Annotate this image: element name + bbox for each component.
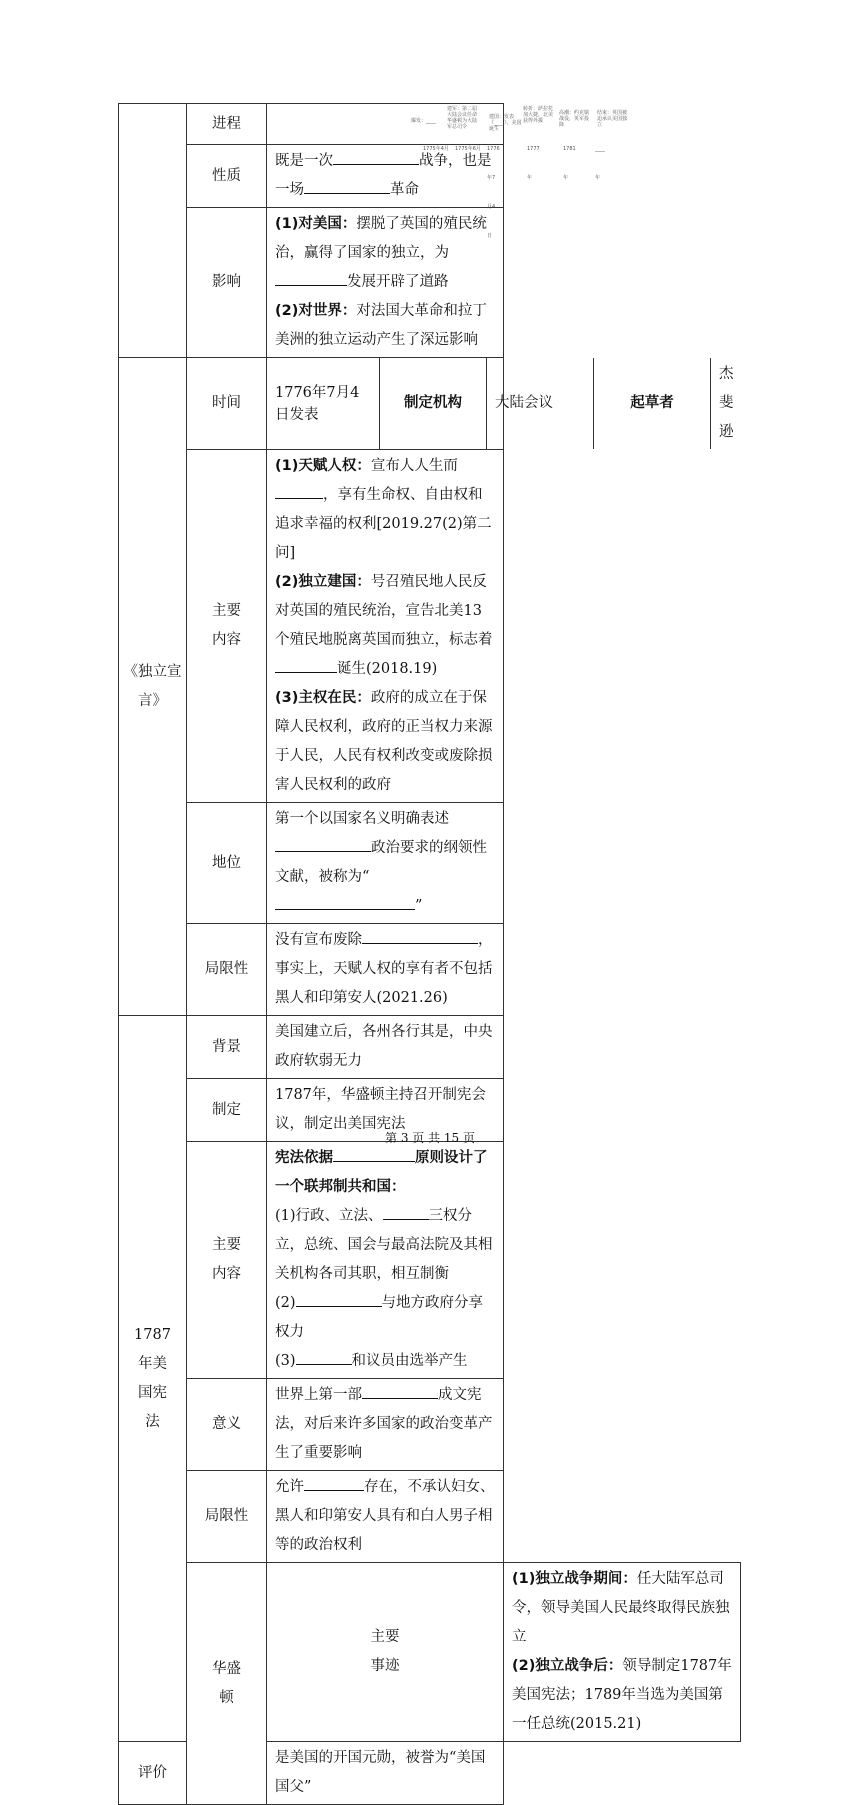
text: 第一个以国家名义明确表述 xyxy=(275,811,449,827)
text: 没有宣布废除 xyxy=(275,932,362,948)
timeline-date: 1781年 xyxy=(563,146,576,181)
group-label: 《独立宣言》 xyxy=(119,358,187,1016)
text: (3) xyxy=(275,1353,296,1369)
washington-eval: 是美国的开国元勋，被誉为“美国国父” xyxy=(267,1742,504,1805)
blank-line xyxy=(296,1292,382,1307)
row-declaration-limit xyxy=(119,924,741,1016)
impact-text xyxy=(267,208,504,358)
row-progress xyxy=(119,104,741,145)
row-label: 影响 xyxy=(187,208,267,358)
text: ，享有生命权、自由权和追求幸福的权利[2019.27(2)第二问] xyxy=(275,487,492,561)
row-washington-deeds xyxy=(119,1563,741,1742)
timeline-event: 高潮：约克镇战役，英军投降 xyxy=(559,110,590,128)
text: ” xyxy=(415,898,423,914)
blank-line xyxy=(362,1384,438,1399)
blank-line xyxy=(296,1350,352,1365)
text: 诞生(2018.19) xyxy=(337,661,438,677)
timeline-date: 1775年6月 xyxy=(455,146,481,152)
blank-line xyxy=(304,179,390,194)
blank-line xyxy=(383,1205,429,1220)
text: 允许 xyxy=(275,1479,304,1495)
timeline-date: 1777年 xyxy=(527,146,540,181)
row-label: 进程 xyxy=(187,104,267,145)
row-label: 局限性 xyxy=(187,924,267,1016)
blank-line xyxy=(304,1476,364,1491)
timeline-event: 爆发：____ xyxy=(411,118,437,124)
row-label: 局限性 xyxy=(187,1471,267,1563)
blank-line xyxy=(275,658,337,673)
timeline-date: 1776年7月4日 xyxy=(487,146,500,239)
declaration-status xyxy=(267,803,504,924)
bold-lead: (2)独立战争后： xyxy=(512,1658,623,1674)
row-declaration-status xyxy=(119,803,741,924)
blank-line xyxy=(275,895,415,910)
constitution-bg: 美国建立后，各州各行其是，中央政府软弱无力 xyxy=(267,1016,504,1079)
text: 和议员由选举产生 xyxy=(351,1353,468,1369)
text: (2) xyxy=(275,1295,296,1311)
group-label: 1787 年美 国宪 法 xyxy=(119,1016,187,1742)
page-footer: 第 3 页 共 15 页 xyxy=(385,1131,475,1145)
text: 革命 xyxy=(390,182,419,198)
row-constitution-limit xyxy=(119,1471,741,1563)
time-value: 1776年7月4日发表 xyxy=(267,358,380,449)
row-label: 背景 xyxy=(187,1016,267,1079)
drafter-label: 起草者 xyxy=(594,358,711,449)
constitution-make: 1787年，华盛顿主持召开制宪会议，制定出美国宪法 xyxy=(267,1079,504,1142)
knowledge-table xyxy=(118,103,741,1805)
blank-line xyxy=(362,929,478,944)
bold-lead: (1)对美国： xyxy=(275,216,357,232)
row-label: 性质 xyxy=(187,145,267,208)
blank-line xyxy=(275,484,323,499)
row-label: 地位 xyxy=(187,803,267,924)
bold-lead: (1)独立战争期间： xyxy=(512,1571,637,1587)
text: 摆脱了英国的殖民统治，赢得了国家的独立，为 xyxy=(275,216,487,261)
declaration-content xyxy=(267,450,504,803)
row-label: 制定 xyxy=(187,1079,267,1142)
text: 既是一次 xyxy=(275,153,333,169)
row-declaration-content xyxy=(119,450,741,803)
timeline-date: 1775年4月 xyxy=(423,146,449,152)
text: 三权分立，总统、国会与最高法院及其相关机构各司其职，相互制衡 xyxy=(275,1208,493,1282)
text: 发展开辟了道路 xyxy=(347,274,449,290)
constitution-limit xyxy=(267,1471,504,1563)
text: 政府的成立在于保障人民权利，政府的正当权力来源于人民，人民有权利改变或废除损害人民权利的政府 xyxy=(275,690,493,793)
row-label: 主要 内容 xyxy=(187,1142,267,1379)
blank-line xyxy=(275,271,347,286)
text: 对法国大革命和拉丁美洲的独立运动产生了深远影响 xyxy=(275,303,487,348)
text: 与地方政府分享权力 xyxy=(275,1295,484,1340)
declaration-limit xyxy=(267,924,504,1016)
bold-lead: (1)天赋人权： xyxy=(275,458,371,474)
text: 政治要求的纲领性文献，被称为“ xyxy=(275,840,487,885)
blank-line xyxy=(333,1147,415,1162)
bold-lead: (2)独立建国： xyxy=(275,574,371,590)
timeline-event: 建军：第二届大陆会议任命华盛顿为大陆军总司令 xyxy=(447,106,478,130)
constitution-content xyxy=(267,1142,504,1379)
timeline-event: 建国：发表《____》，美国诞生 xyxy=(489,114,522,132)
bold-lead: (3)主权在民： xyxy=(275,690,371,706)
timeline-date: ____年 xyxy=(595,146,605,181)
text: 宪法依据 xyxy=(275,1150,333,1166)
text: 世界上第一部 xyxy=(275,1387,362,1403)
timeline-event: 转折：萨拉托加大捷，北美获得外援 xyxy=(523,106,554,124)
group-label: 华盛 顿 xyxy=(187,1563,267,1805)
bold-lead: (2)对世界： xyxy=(275,303,357,319)
timeline-event: 结束：英国被迫承认美国独立 xyxy=(597,110,628,128)
text: 号召殖民地人民反对英国的殖民统治，宣告北美13个殖民地脱离英国而独立，标志着 xyxy=(275,574,493,648)
row-label: 主要 内容 xyxy=(187,450,267,803)
row-label: 主要 事迹 xyxy=(267,1563,504,1742)
text: 原则设计了一个联邦制共和国： xyxy=(275,1150,488,1195)
row-constitution-content xyxy=(119,1142,741,1379)
body-label: 制定机构 xyxy=(380,358,487,449)
text: 任大陆军总司令，领导美国人民最终取得民族独立 xyxy=(512,1571,730,1645)
text: 领导制定1787年美国宪法；1789年当选为美国第一任总统(2015.21) xyxy=(512,1658,732,1732)
row-label: 评价 xyxy=(119,1742,187,1805)
text: 战争，也是一场 xyxy=(275,153,492,198)
row-impact xyxy=(119,208,741,358)
row-label: 时间 xyxy=(187,358,267,450)
blank-line xyxy=(333,150,419,165)
row-constitution-significance xyxy=(119,1379,741,1471)
text: (1)行政、立法、 xyxy=(275,1208,383,1224)
body-value: 大陆会议 xyxy=(487,358,594,449)
text: 存在，不承认妇女、黑人和印第安人具有和白人男子相等的政治权利 xyxy=(275,1479,495,1553)
group-cell-blank xyxy=(119,104,187,358)
text: ，事实上，天赋人权的享有者不包括黑人和印第安人(2021.26) xyxy=(275,932,493,1006)
text: 宣布人人生而 xyxy=(370,458,458,474)
washington-deeds xyxy=(504,1563,741,1742)
blank-line xyxy=(275,837,371,852)
text: 成文宪法，对后来许多国家的政治变革产生了重要影响 xyxy=(275,1387,493,1461)
time-subtable: 1776年7月4日发表 制定机构 大陆会议 起草者 杰斐逊 xyxy=(267,358,711,449)
time-subgrid xyxy=(267,358,734,450)
row-declaration-time xyxy=(119,358,741,450)
row-label: 意义 xyxy=(187,1379,267,1471)
constitution-significance xyxy=(267,1379,504,1471)
row-constitution-bg xyxy=(119,1016,741,1079)
